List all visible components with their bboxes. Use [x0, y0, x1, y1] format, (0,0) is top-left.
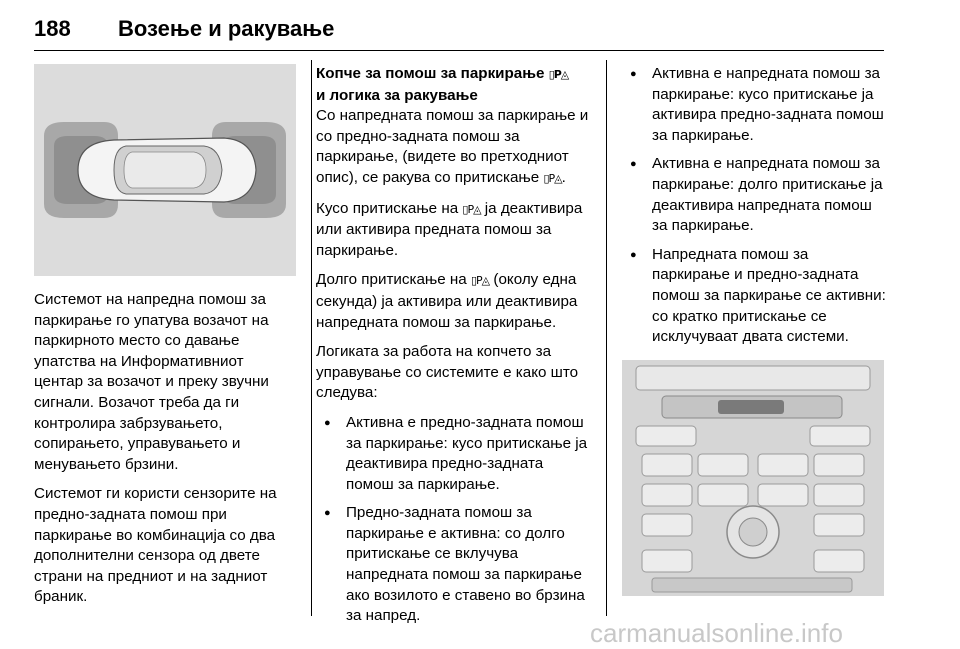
list-item: ● Активна е напредната помош за паркирање: кусо притискање ја активира предно-задната помош за паркирање.	[622, 64, 890, 146]
col2-paragraph-4: Логиката за работа на копчето за управување со системите е како што следува:	[316, 343, 579, 402]
watermark: carmanualsonline.info	[590, 618, 843, 648]
column-3	[622, 64, 890, 382]
center-console-illustration	[622, 360, 884, 596]
list-item: ● Активна е предно-задната помош за паркирање: кусо притискање ја деактивира предно-задната помош за паркирање.	[316, 413, 591, 495]
parking-assist-icon: ▯P◬	[543, 171, 562, 185]
col2-paragraph-2: Кусо притискање на ▯P◬ ја деактивира или активира предната помош за паркирање.	[316, 199, 583, 259]
col3-bullet-list	[622, 64, 890, 348]
heading-line-1: Копче за помош за паркирање	[316, 65, 545, 82]
col1-paragraph-2: Системот ги користи сензорите на предно-задната помош при паркирање во комбинација со два дополнителни сензора од двете страни на предниот и на задниот браник.	[34, 485, 277, 606]
parking-assist-icon: ▯P◬	[462, 202, 481, 216]
page-number: 188	[34, 16, 71, 41]
column-1	[34, 290, 296, 617]
section-heading	[316, 64, 591, 106]
col2-paragraph-1: Со напредната помош за паркирање и со предно-задната помош за паркирање, (видете во претходниот опис), се ракува со притискање ▯P◬.	[316, 107, 589, 186]
chapter-title: Возење и ракување	[118, 16, 335, 41]
col2-paragraph-3: Долго притискање на ▯P◬ (околу една секунда) ја активира или деактивира напредната помош за паркирање.	[316, 271, 578, 331]
parking-sensors-figure	[34, 64, 296, 276]
list-item: ● Напредната помош за паркирање и предно-задната помош за паркирање се активни: со кратко притискање се исклучуваат двата системи.	[622, 245, 890, 348]
column-divider-2	[606, 60, 607, 616]
page-header	[34, 14, 884, 51]
parking-button-highlight	[718, 400, 784, 414]
car-top-view-illustration	[34, 64, 296, 276]
list-item: ● Предно-задната помош за паркирање е активна: со долго притискање се вклучува напредната помош за паркирање ако возилото е ставено во брзина за напред.	[316, 503, 591, 627]
col2-bullet-list	[316, 413, 591, 627]
heading-line-2: и логика за ракување	[316, 86, 478, 104]
console-buttons-figure	[622, 360, 884, 596]
parking-assist-icon: ▯P◬	[471, 274, 490, 288]
column-2	[316, 64, 591, 635]
list-item: ● Активна е напредната помош за паркирање: долго притискање ја деактивира напредната помош за паркирање.	[622, 154, 890, 236]
parking-assist-icon: ▯P◬	[548, 68, 569, 81]
column-divider-1	[311, 60, 312, 616]
col1-paragraph-1: Системот на напредна помош за паркирање го упатува возачот на паркирното место со давање упатства на Информативниот центар за возачот и преку звучни сигнали. Возачот треба да ги контролира забрзувањето, сопирањето, управувањето и менувањето брзини.	[34, 291, 269, 473]
